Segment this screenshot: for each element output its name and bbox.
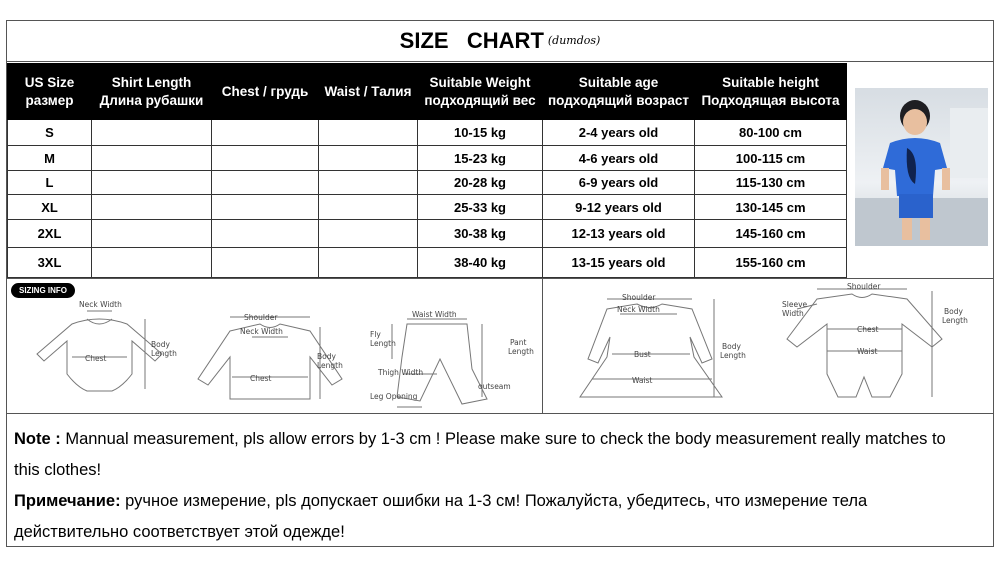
- sizing-info-panel: [7, 278, 994, 414]
- pants-pant-length-label: Length: [508, 347, 534, 356]
- dress-bust-label: Bust: [634, 350, 651, 359]
- table-body: [8, 120, 847, 278]
- table-header-row: [8, 64, 847, 120]
- shirt-length-label: Length: [317, 361, 343, 370]
- table-cell: 12-13 years old: [543, 220, 695, 248]
- pants-fly-label: Fly: [370, 330, 381, 339]
- table-cell: [212, 120, 319, 146]
- table-cell: 15-23 kg: [418, 146, 543, 171]
- table-cell: 30-38 kg: [418, 220, 543, 248]
- table-row: [8, 248, 847, 278]
- shirt-shoulder-label: Shoulder: [244, 313, 278, 322]
- table-cell: 100-115 cm: [695, 146, 847, 171]
- column-header-line: Waist / Талия: [324, 83, 412, 99]
- table-cell: 3XL: [8, 248, 92, 278]
- column-header-line: Suitable age: [578, 74, 659, 90]
- table-cell: [92, 120, 212, 146]
- column-header: [212, 64, 319, 120]
- shirt-body-label: Body: [317, 352, 336, 361]
- page-title: [6, 20, 994, 62]
- table-cell: 10-15 kg: [418, 120, 543, 146]
- column-header-line: Chest / грудь: [221, 83, 309, 99]
- table-cell: 2-4 years old: [543, 120, 695, 146]
- product-photo: [855, 88, 988, 246]
- table-cell: 25-33 kg: [418, 195, 543, 220]
- table-cell: [319, 146, 418, 171]
- table-cell: 4-6 years old: [543, 146, 695, 171]
- sizing-info-badge: SIZING INFO: [11, 283, 75, 298]
- column-header-line: Suitable Weight: [429, 74, 531, 90]
- bodysuit-body-label: Body: [151, 340, 170, 349]
- column-header-line: Shirt Length: [111, 74, 192, 90]
- table-cell: 38-40 kg: [418, 248, 543, 278]
- note-russian-text: ручное измерение, pls допускает ошибки на 1-3 см! Пожалуйста, убедитесь, что измерение тела действительно соответствует этой одежде!: [14, 492, 868, 541]
- column-header-line: Длина рубашки: [99, 92, 204, 108]
- table-cell: [92, 195, 212, 220]
- column-header: [8, 64, 92, 120]
- table-cell: [212, 146, 319, 171]
- column-header-line: Suitable height: [722, 74, 819, 90]
- column-header-line: подходящий вес: [424, 92, 536, 108]
- column-header-line: US Size: [24, 74, 75, 90]
- romper-waist-label: Waist: [857, 347, 878, 356]
- shirt-diagram: [192, 279, 362, 409]
- pants-thigh-label: Thigh Width: [378, 368, 424, 377]
- table-cell: 20-28 kg: [418, 171, 543, 195]
- column-header: [319, 64, 418, 120]
- pants-leg-label: Leg Opening: [370, 392, 418, 401]
- bodysuit-length-label: Length: [151, 349, 177, 358]
- table-cell: [92, 220, 212, 248]
- table-cell: [319, 195, 418, 220]
- dress-waist-label: Waist: [632, 376, 653, 385]
- dress-length-label: Length: [720, 351, 746, 360]
- romper-sleeve-label: Sleeve: [782, 300, 808, 309]
- romper-body-label: Body: [944, 307, 963, 316]
- pants-fly-length-label: Length: [370, 339, 396, 348]
- table-cell: S: [8, 120, 92, 146]
- title-text: SIZE CHART: [399, 27, 544, 53]
- pants-diagram: [362, 279, 542, 409]
- column-header: [418, 64, 543, 120]
- dress-diagram: [552, 279, 762, 409]
- table-cell: 155-160 cm: [695, 248, 847, 278]
- column-header: [92, 64, 212, 120]
- table-cell: 145-160 cm: [695, 220, 847, 248]
- romper-length-label: Length: [942, 316, 968, 325]
- shirt-chest-label: Chest: [250, 374, 272, 383]
- table-row: [8, 220, 847, 248]
- column-header: [695, 64, 847, 120]
- dress-body-label: Body: [722, 342, 741, 351]
- table-cell: 80-100 cm: [695, 120, 847, 146]
- notes-section: [14, 424, 974, 548]
- note-russian-label: Примечание:: [14, 492, 121, 510]
- romper-width-label: Width: [782, 309, 804, 318]
- romper-diagram: [772, 279, 990, 409]
- table-cell: M: [8, 146, 92, 171]
- table-cell: [212, 248, 319, 278]
- bodysuit-chest-label: Chest: [85, 354, 107, 363]
- column-header-line: размер: [25, 92, 74, 108]
- table-cell: 2XL: [8, 220, 92, 248]
- table-cell: [92, 248, 212, 278]
- table-cell: [92, 171, 212, 195]
- table-cell: 9-12 years old: [543, 195, 695, 220]
- note-english: [14, 424, 974, 486]
- romper-chest-label: Chest: [857, 325, 879, 334]
- bodysuit-diagram: [27, 279, 197, 409]
- table-cell: 6-9 years old: [543, 171, 695, 195]
- pants-pant-label: Pant: [510, 338, 527, 347]
- romper-shoulder-label: Shoulder: [847, 282, 881, 291]
- column-header: [543, 64, 695, 120]
- dress-neck-label: Neck Width: [617, 305, 660, 314]
- table-cell: 115-130 cm: [695, 171, 847, 195]
- child-swimsuit-illustration: [855, 88, 988, 246]
- column-header-line: подходящий возраст: [548, 92, 689, 108]
- column-header-line: Подходящая высота: [701, 92, 840, 108]
- table-cell: [212, 171, 319, 195]
- table-cell: 130-145 cm: [695, 195, 847, 220]
- table-cell: L: [8, 171, 92, 195]
- brand-mark: (dumdos): [547, 34, 601, 47]
- table-row: [8, 120, 847, 146]
- pants-waist-label: Waist Width: [412, 310, 457, 319]
- dress-shoulder-label: Shoulder: [622, 293, 656, 302]
- table-cell: [212, 195, 319, 220]
- table-cell: [212, 220, 319, 248]
- table-row: [8, 146, 847, 171]
- table-row: [8, 195, 847, 220]
- table-cell: XL: [8, 195, 92, 220]
- note-english-text: Mannual measurement, pls allow errors by 1-3 cm ! Please make sure to check the body measurement really matches to this clothes!: [14, 430, 946, 479]
- note-english-label: Note :: [14, 430, 61, 448]
- bodysuit-neck-label: Neck Width: [79, 300, 122, 309]
- table-cell: [319, 171, 418, 195]
- table-cell: [319, 248, 418, 278]
- table-cell: [319, 120, 418, 146]
- panel-divider: [542, 279, 543, 414]
- note-russian: [14, 486, 974, 548]
- pants-outseam-label: outseam: [478, 382, 511, 391]
- table-cell: [92, 146, 212, 171]
- table-cell: 13-15 years old: [543, 248, 695, 278]
- table-cell: [319, 220, 418, 248]
- shirt-neck-label: Neck Width: [240, 327, 283, 336]
- size-table: [7, 63, 847, 278]
- table-row: [8, 171, 847, 195]
